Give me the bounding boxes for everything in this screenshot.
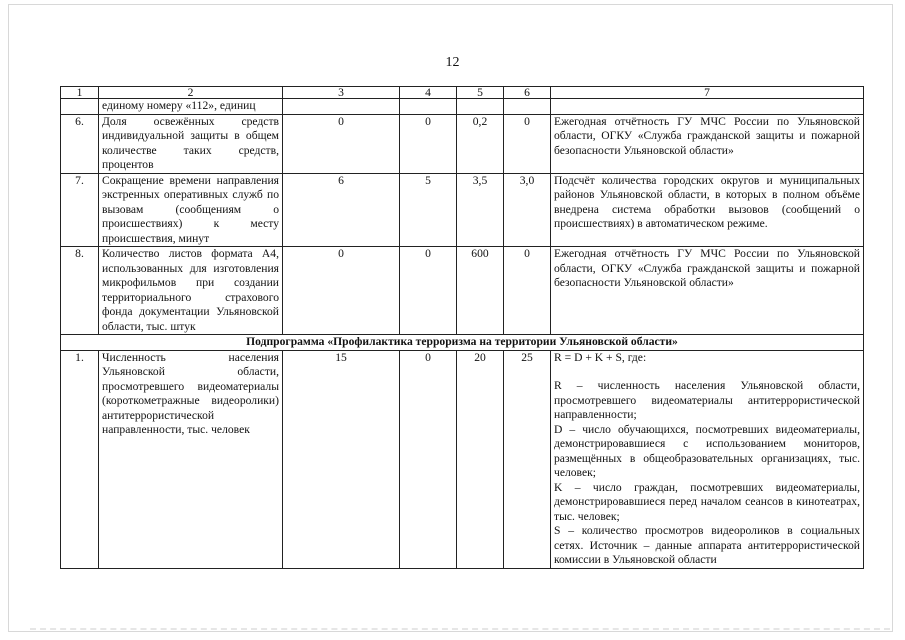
value-col5: 600 (457, 247, 504, 335)
value-col3 (283, 99, 400, 115)
spacer (554, 365, 860, 379)
table-row (61, 99, 864, 115)
value-col6: 3,0 (504, 173, 551, 247)
definition-k: K – число граждан, посмотревших видеоматериалы, демонстрировавшиеся перед началом сеансов в кинотеатрах, тыс. человек; (554, 480, 860, 523)
indicator-name: Количество листов формата А4, использованных для изготовления микрофильмов при создании территориального страхового фонда документации Ульяновской области, тыс. штук (99, 247, 283, 335)
value-col6: 0 (504, 114, 551, 173)
method-cell (551, 350, 864, 568)
subprogram-row (61, 335, 864, 351)
value-col4 (400, 99, 457, 115)
row-number: 8. (61, 247, 99, 335)
value-col5: 20 (457, 350, 504, 568)
source-text: Подсчёт количества городских округов и муниципальных районов Ульяновской области, в которых в полном объёме внедрена система обработки вызовов (сообщений о происшествиях) в автоматическом режиме. (551, 173, 864, 247)
header-cell: 3 (283, 87, 400, 99)
header-cell: 5 (457, 87, 504, 99)
indicator-name: единому номеру «112», единиц (99, 99, 283, 115)
indicators-table (60, 86, 864, 569)
value-col3: 15 (283, 350, 400, 568)
row-number: 6. (61, 114, 99, 173)
value-col6 (504, 99, 551, 115)
source-text: Ежегодная отчётность ГУ МЧС России по Ульяновской области, ОГКУ «Служба гражданской защиты и пожарной безопасности Ульяновской области» (551, 247, 864, 335)
header-cell: 6 (504, 87, 551, 99)
indicator-name: Доля освежённых средств индивидуальной защиты в общем количестве таких средств, процентов (99, 114, 283, 173)
scan-edge (30, 628, 890, 630)
table-row (61, 247, 864, 335)
table-row (61, 173, 864, 247)
definition-r: R – численность населения Ульяновской области, просмотревшего видеоматериалы антитеррористической направленности; (554, 379, 860, 421)
row-number: 7. (61, 173, 99, 247)
header-cell: 4 (400, 87, 457, 99)
value-col4: 0 (400, 350, 457, 568)
definition-s: S – количество просмотров видеороликов в социальных сетях. Источник – данные аппарата антитеррористической комиссии в Ульяновской области (554, 524, 860, 566)
table-row (61, 114, 864, 173)
value-col6: 25 (504, 350, 551, 568)
value-col5: 3,5 (457, 173, 504, 247)
header-cell: 7 (551, 87, 864, 99)
indicator-name: Численность населения Ульяновской области, просмотревшего видеоматериалы (короткометражные видеоролики) антитеррористической направленности, тыс. человек (99, 350, 283, 568)
value-col6: 0 (504, 247, 551, 335)
value-col3: 6 (283, 173, 400, 247)
formula: R = D + K + S, где: (554, 350, 647, 364)
row-number: 1. (61, 350, 99, 568)
header-cell: 1 (61, 87, 99, 99)
value-col5: 0,2 (457, 114, 504, 173)
definition-d: D – число обучающихся, посмотревших видеоматериалы, демонстрировавшиеся с использованием мониторов, размещённых в общеобразовательных организациях, тыс. человек; (554, 422, 860, 479)
value-col4: 0 (400, 114, 457, 173)
value-col3: 0 (283, 247, 400, 335)
subprogram-title: Подпрограмма «Профилактика терроризма на территории Ульяновской области» (61, 335, 864, 351)
source-text (551, 99, 864, 115)
table-row (61, 350, 864, 568)
value-col4: 0 (400, 247, 457, 335)
source-text: Ежегодная отчётность ГУ МЧС России по Ульяновской области, ОГКУ «Служба гражданской защиты и пожарной безопасности Ульяновской области» (551, 114, 864, 173)
value-col4: 5 (400, 173, 457, 247)
indicator-name: Сокращение времени направления экстренных оперативных служб по вызовам (сообщениям о происшествиях) к месту происшествия, минут (99, 173, 283, 247)
value-col5 (457, 99, 504, 115)
value-col3: 0 (283, 114, 400, 173)
header-cell: 2 (99, 87, 283, 99)
row-number (61, 99, 99, 115)
page-number: 12 (445, 55, 460, 70)
header-row (61, 87, 864, 99)
